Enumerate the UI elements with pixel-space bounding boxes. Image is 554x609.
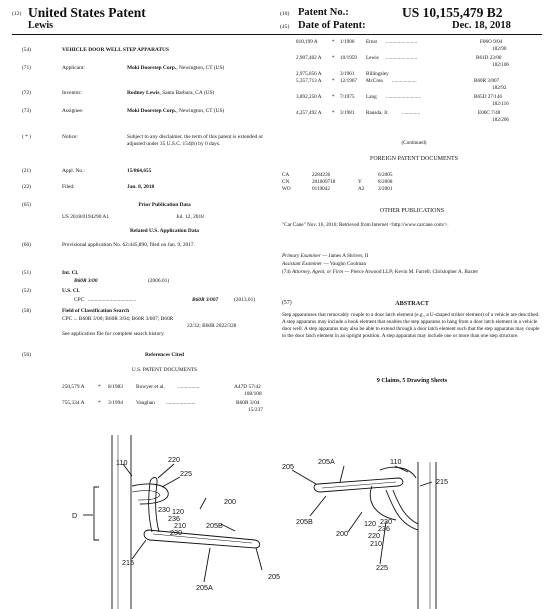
foreign-patent-documents-title: FOREIGN PATENT DOCUMENTS <box>369 156 458 162</box>
figure-label: 120 <box>172 507 184 516</box>
date-label: Date of Patent: <box>298 20 366 31</box>
other-publication: "Car Cane" Nov. 16, 2016; Retrieved from Internet <http://www.carcane.com/>. <box>282 222 449 228</box>
figure-label: 200 <box>336 529 348 538</box>
us-cl-leader: .................................... <box>88 297 137 303</box>
patent-number: US 10,155,479 B2 <box>402 5 503 20</box>
figure-label: 230 <box>158 505 170 514</box>
related-application-title: Related U.S. Application Data <box>129 228 200 234</box>
figure-label: 200 <box>224 497 236 506</box>
figure-label: 220 <box>168 455 180 464</box>
continued-note: (Continued) <box>401 140 427 146</box>
classification-search-label: Field of Classification Search <box>62 308 130 314</box>
abstract-text: Step apparatuses that removably couple to a door latch element (e.g., a U-shaped striker element) of a vehicle are described. A step apparatus may include a hook element that enables the step apparatus to hang from a door latch element in a vehicle door well. A step apparatus may also be able to extend through a door latch element such that the step apparatus may couple to the door latch element in an upright position. A step apparatus may include one or more than one step structure. <box>282 312 540 339</box>
provisional-application: Provisional application No. 62/445,890, filed on Jan. 9, 2017. <box>62 242 195 248</box>
figure-label: 236 <box>168 514 180 523</box>
code-10: (10) <box>280 11 290 17</box>
figure-label: D <box>72 511 78 520</box>
classification-search-line2: 22/32; B60R 2022/328 <box>187 323 237 329</box>
f52-code: (52) <box>22 288 31 294</box>
us-cl-label: U.S. Cl. <box>62 288 80 294</box>
appl-no-value: 15/864,655 <box>127 168 152 174</box>
us-cl-cpc: CPC <box>74 297 85 303</box>
filed-value: Jan. 8, 2018 <box>127 184 155 190</box>
f65-code: (65) <box>22 202 31 208</box>
patent-date: Dec. 18, 2018 <box>452 20 511 31</box>
figure-label: 225 <box>376 563 388 572</box>
right-column: 810,199 A * 1/1906 Ernst ........................ F06O 9/04 182/90 2,907,402 A * 10/1959 Lewis ........................ B61D 23/00 182/106 2,975,856 A 3/1961 Billingsley 5,357,713 A * 12/1967 McCrea ................... B60R 3/007 182/92 3,892,250 A * 7/1975 Lang ........................... B65D 27/146 182/116 4,257,492 A * 3/1981 Rausda, Jr. .............. E06C 7/48 182/206 (Continued) FOREIGN PATENT DOCUMENTS CA 2284236 6/2005 CN 201009718 Y 8/2008 WO 0119042 A2 3/2001 OTHER PUBLICATIONS "Car Cane" Nov. 16, 2016; Retrieved from Internet <http://www.carcane.com/>. Primary Examiner — James A Shriver, II Assistant Examiner — Vaughn Coolman (74) Attorney, Agent, or Firm — Pierce Atwood LLP; Kevin M. Farrell; Christopher A. Baxter (57) ABSTRACT Step apparatuses that removably couple to a door latch element (e.g., a U-shaped striker element) of a vehicle are described. A step apparatus may include a hook element that enables the step apparatus to hang from a door latch element in a vehicle door well. A step apparatus may also be able to extend through a door latch element such that the step apparatus may couple to the door latch element in an upright position. A step apparatus may include one or more than one step structure. 9 Claims, 5 Drawing Sheets <box>0 0 554 420</box>
figure-label: 210 <box>174 521 186 530</box>
f54-code: (54) <box>22 47 31 53</box>
notice-text: Subject to any disclaimer, the term of this patent is extended or adjusted under 35 U.S.C. 154(b) by 0 days. <box>127 134 264 147</box>
inventor-short-name: Lewis <box>28 20 53 31</box>
int-cl-year: (2006.01) <box>148 278 170 284</box>
patent-no-label: Patent No.: <box>298 7 349 18</box>
code-45: (45) <box>280 24 290 30</box>
us-cl-value: B60R 3/007 <box>192 297 219 303</box>
figure-label: 230 <box>170 528 182 537</box>
f71-code: (71) <box>22 65 31 71</box>
primary-examiner: Primary Examiner — James A Shriver, II <box>282 253 369 259</box>
figure-label: 110 <box>390 457 402 466</box>
appl-no-label: Appl. No.: <box>62 168 85 174</box>
document-title: United States Patent <box>28 5 146 20</box>
references-cited-title: References Cited <box>145 352 184 358</box>
f21-code: (21) <box>22 168 31 174</box>
figure-label: 205B <box>206 521 223 530</box>
figure-label: 210 <box>370 539 382 548</box>
figure-label: 205 <box>268 572 280 581</box>
f57-code: (57) <box>282 300 292 306</box>
assistant-examiner: Assistant Examiner — Vaughn Coolman <box>282 261 367 267</box>
classification-search-line1: CPC ... B60R 3/00; B60R 3/04; B60R 3/007; B60R <box>62 316 174 322</box>
figure-label: 236 <box>378 524 390 533</box>
claims-summary: 9 Claims, 5 Drawing Sheets <box>376 378 448 384</box>
applicant-label: Applicant: <box>62 65 85 71</box>
f56-code: (56) <box>22 352 31 358</box>
filed-label: Filed: <box>62 184 75 190</box>
patent-drawing <box>0 420 554 609</box>
prior-publication-no: US 2018/0194290 A1 <box>62 214 110 220</box>
prior-publication-title: Prior Publication Data <box>138 202 191 208</box>
figure-label: 230 <box>380 517 392 526</box>
figure-label: 220 <box>368 531 380 540</box>
assignee-value: Moki Doorstep Corp., Newington, CT (US) <box>127 108 225 114</box>
f58-code: (58) <box>22 308 31 314</box>
inventor-label: Inventor: <box>62 90 82 96</box>
notice-code: ( * ) <box>22 134 31 140</box>
figure-label: 120 <box>364 519 376 528</box>
int-cl-label: Int. Cl. <box>62 270 79 276</box>
attorney-agent: (74) Attorney, Agent, or Firm — Pierce Atwood LLP; Kevin M. Farrell; Christopher A. Baxter <box>282 269 479 275</box>
figure-label: 225 <box>180 469 192 478</box>
figure-label: 205 <box>282 462 294 471</box>
inventor-value: Rodney Lewis, Santa Barbara, CA (US) <box>127 90 215 96</box>
f22-code: (22) <box>22 184 31 190</box>
f73-code: (73) <box>22 108 31 114</box>
figure-label: 215 <box>122 558 134 567</box>
abstract-title: ABSTRACT <box>395 300 429 307</box>
f51-code: (51) <box>22 270 31 276</box>
assignee-label: Assignee: <box>62 108 84 114</box>
left-column: (54) VEHICLE DOOR WELL STEP APPARATUS (71) Applicant: Moki Doorstep Corp., Newington, CT (US) (72) Inventor: Rodney Lewis, Santa Barbara, CA (US) (73) Assignee: Moki Doorstep Corp., Newington, CT (US) ( * ) Notice: Subject to any disclaimer, the term of this patent is extended or adjusted under 35 U.S.C. 154(b) by 0 days. (21) Appl. No.: 15/864,655 (22) Filed: Jan. 8, 2018 (65) Prior Publication Data US 2018/0194290 A1 Jul. 12, 2018 Related U.S. Application Data (60) Provisional application No. 62/445,890, filed on Jan. 9, 2017. (51) Int. Cl. B60R 3/00 (2006.01) (52) U.S. Cl. CPC .................................... B60R 3/007 (2013.01) (58) Field of Classification Search CPC ... B60R 3/00; B60R 3/04; B60R 3/007; B60R 22/32; B60R 2022/328 See application file for complete search history. (56) References Cited U.S. PATENT DOCUMENTS 250,579 A * 8/1983 Bowyer et al. ................ A47D 57/42 108/108 755,334 A * 3/1994 Vaughan ...................... B60R 3/04 15/237 <box>0 0 554 420</box>
applicant-value: Moki Doorstep Corp., Newington, CT (US) <box>127 65 225 71</box>
notice-label: Notice: <box>62 134 78 140</box>
f60-code: (60) <box>22 242 31 248</box>
int-cl-class: B60R 3/00 <box>74 278 98 284</box>
f72-code: (72) <box>22 90 31 96</box>
prior-publication-date: Jul. 12, 2018 <box>176 214 204 220</box>
figure-label: 110 <box>116 458 128 467</box>
figure-label: 205B <box>296 517 313 526</box>
figure-label: 205A <box>196 583 213 592</box>
us-patent-documents-title: U.S. PATENT DOCUMENTS <box>131 367 198 373</box>
invention-title: VEHICLE DOOR WELL STEP APPARATUS <box>62 47 169 53</box>
code-12: (12) <box>12 11 22 17</box>
figure-label: 205A <box>318 457 335 466</box>
us-cl-year: (2013.01) <box>234 297 256 303</box>
right-drawing <box>292 462 436 609</box>
figure-label: 215 <box>436 477 448 486</box>
classification-search-line3: See application file for complete search history. <box>62 331 165 337</box>
other-publications-title: OTHER PUBLICATIONS <box>379 208 445 214</box>
